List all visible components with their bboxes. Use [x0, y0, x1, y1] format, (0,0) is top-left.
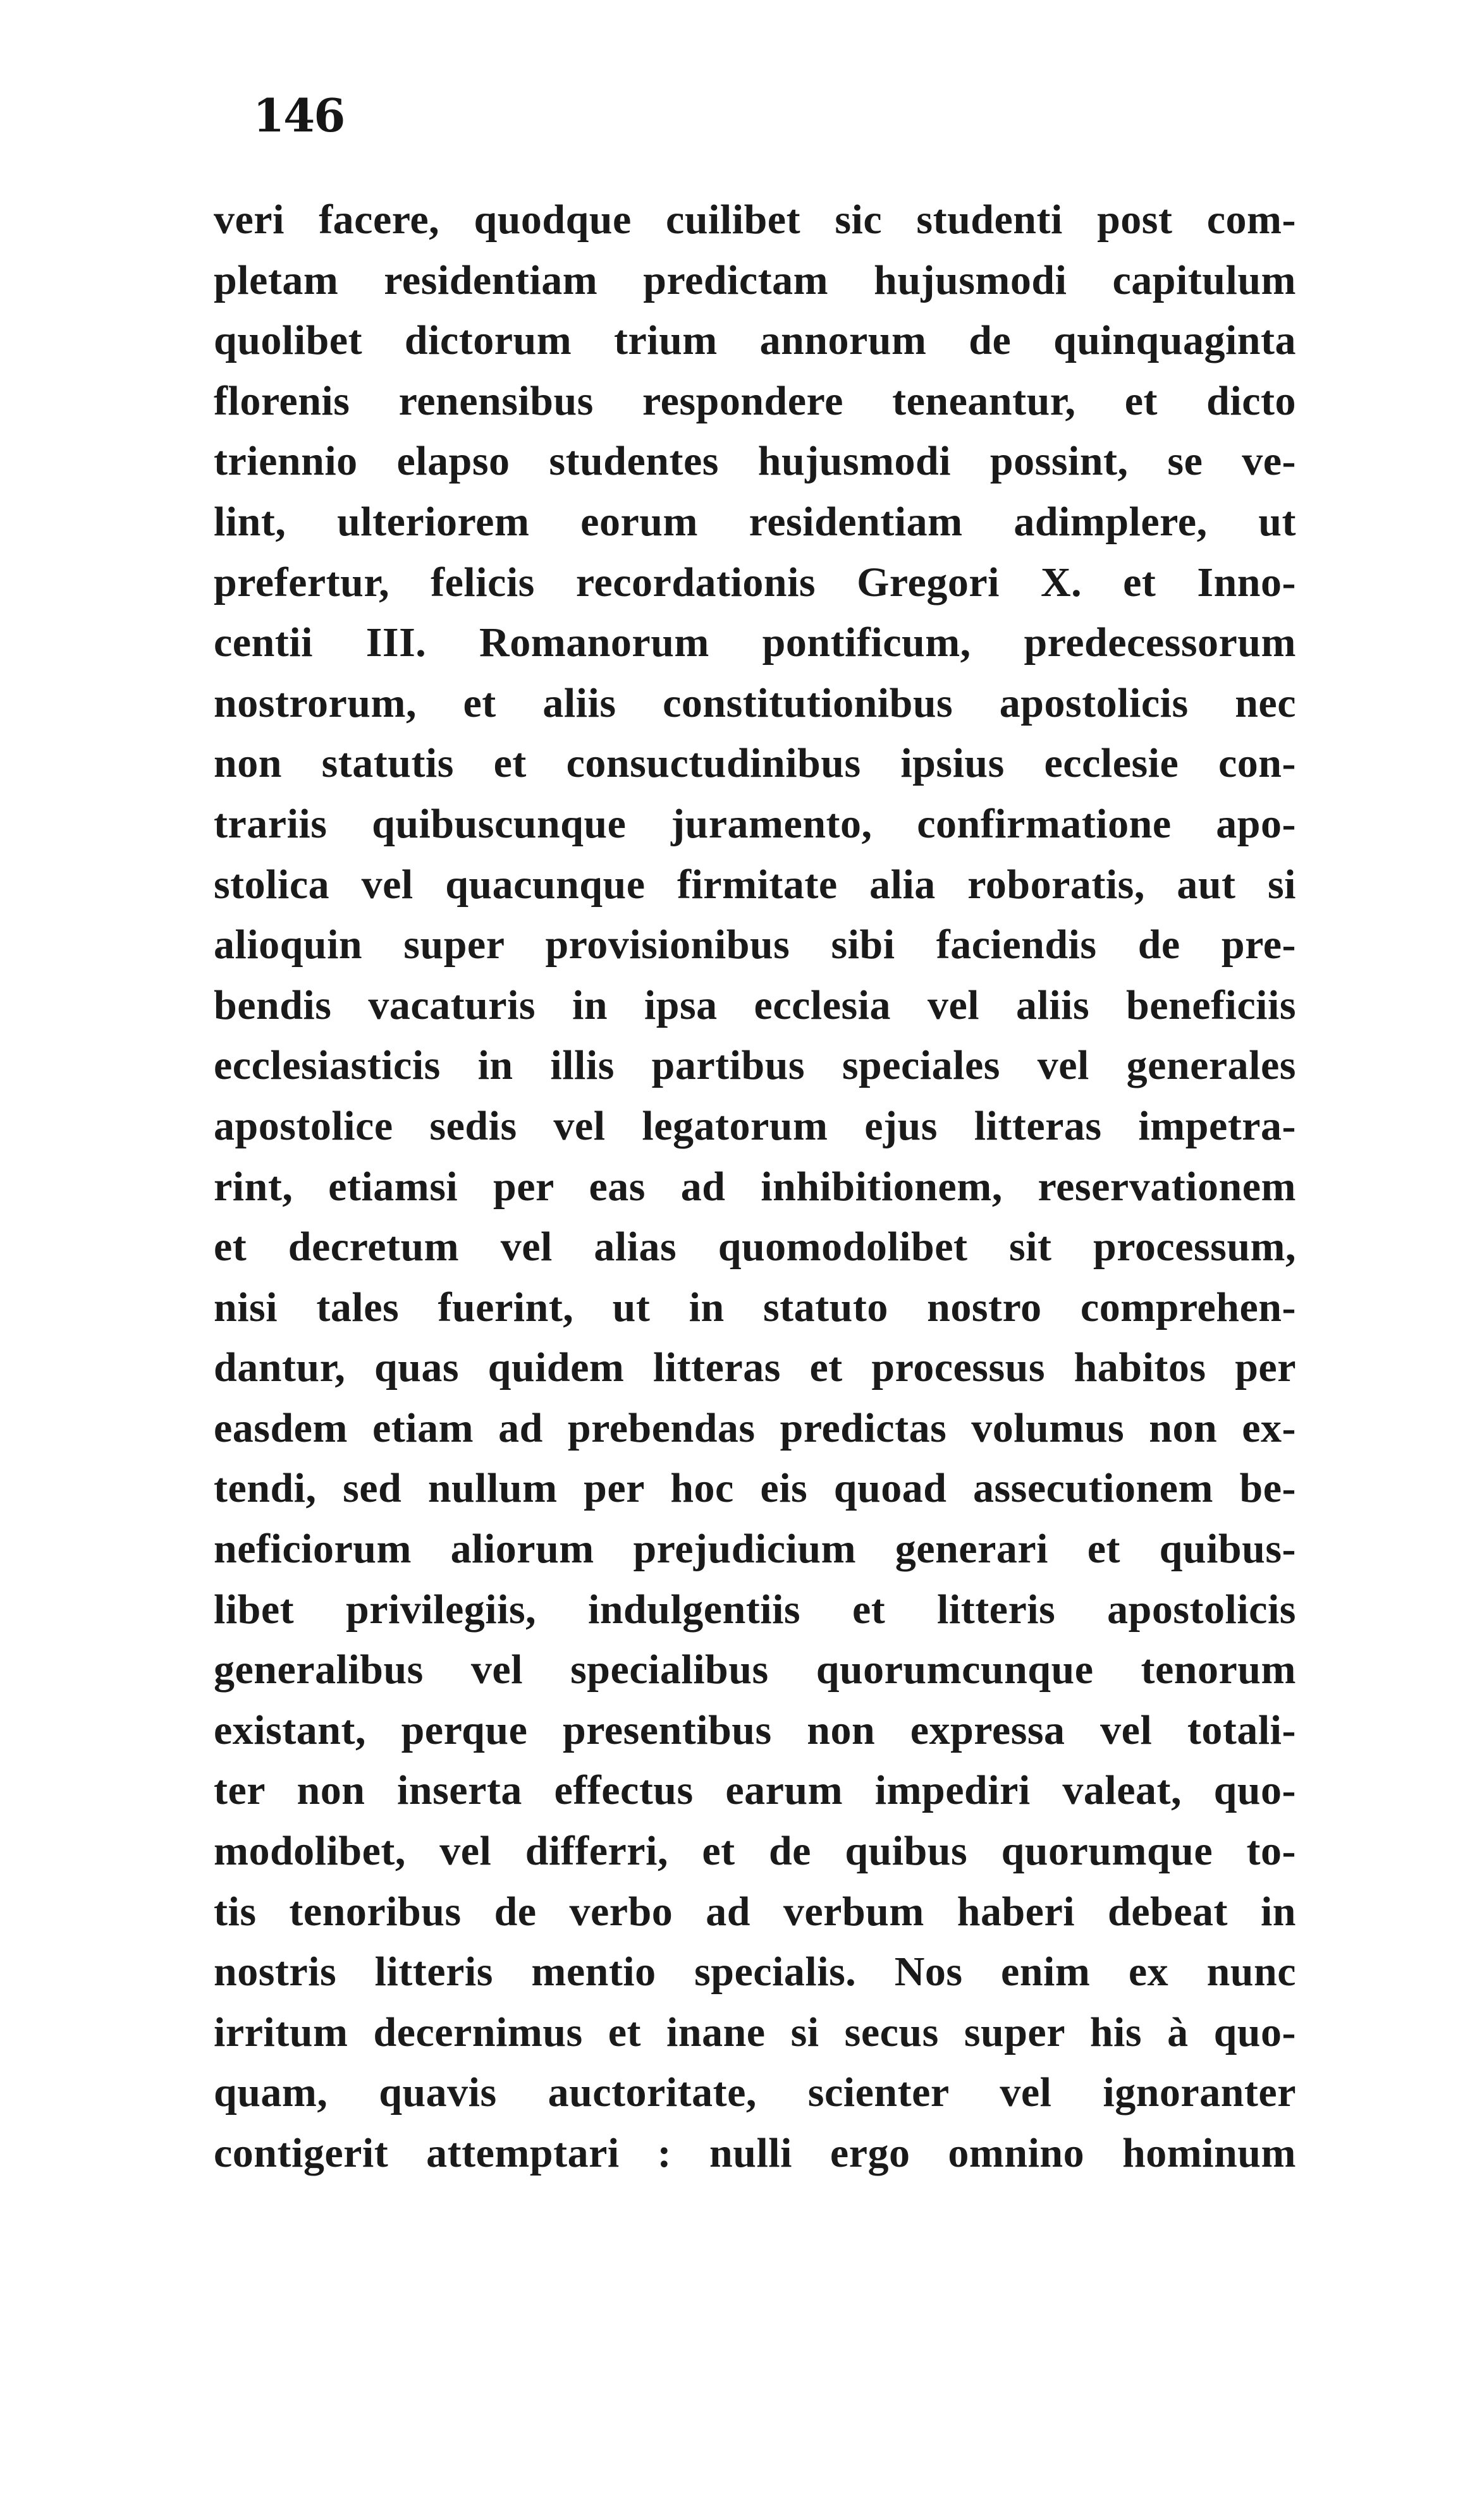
text-line: bendis vacaturis in ipsa ecclesia vel aliis beneficiis — [214, 982, 1296, 1028]
text-line: easdem etiam ad prebendas predictas volumus non ex- — [214, 1404, 1296, 1451]
text-line: generalibus vel specialibus quorumcunque tenorum — [214, 1647, 1296, 1693]
text-line: dantur, quas quidem litteras et processus habitos per — [214, 1344, 1296, 1391]
page-number: 146 — [253, 88, 345, 142]
text-line: libet privilegiis, indulgentiis et litteris apostolicis — [214, 1586, 1296, 1633]
text-line: florenis renensibus respondere teneantur, et dicto — [214, 377, 1296, 424]
text-line: veri facere, quodque cuilibet sic studenti post com- — [214, 197, 1296, 243]
text-line: nisi tales fuerint, ut in statuto nostro comprehen- — [214, 1284, 1296, 1330]
text-line: alioquin super provisionibus sibi faciendis de pre- — [214, 922, 1296, 968]
text-line: non statutis et consuctudinibus ipsius ecclesie con- — [214, 740, 1296, 787]
body-text — [214, 190, 1296, 2184]
text-line: pletam residentiam predictam hujusmodi capitulum — [214, 257, 1296, 303]
text-line: stolica vel quacunque firmitate alia roboratis, aut si — [214, 861, 1296, 908]
text-line: et decretum vel alias quomodolibet sit processum, — [214, 1224, 1296, 1270]
text-line: quolibet dictorum trium annorum de quinquaginta — [214, 317, 1296, 364]
text-line: triennio elapso studentes hujusmodi possint, se ve- — [214, 438, 1296, 485]
text-line: apostolice sedis vel legatorum ejus litteras impetra- — [214, 1102, 1296, 1149]
text-line: ecclesiasticis in illis partibus speciales vel generales — [214, 1042, 1296, 1089]
text-line: existant, perque presentibus non expressa vel totali- — [214, 1707, 1296, 1753]
text-line: modolibet, vel differri, et de quibus quorumque to- — [214, 1828, 1296, 1875]
text-line: centii III. Romanorum pontificum, predecessorum — [214, 619, 1296, 666]
text-line: rint, etiamsi per eas ad inhibitionem, reservationem — [214, 1163, 1296, 1210]
text-line: prefertur, felicis recordationis Gregori X. et Inno- — [214, 559, 1296, 606]
text-line: tendi, sed nullum per hoc eis quoad assecutionem be- — [214, 1465, 1296, 1512]
text-line: tis tenoribus de verbo ad verbum haberi debeat in — [214, 1888, 1296, 1935]
text-line: ter non inserta effectus earum impediri valeat, quo- — [214, 1767, 1296, 1814]
text-line: nostris litteris mentio specialis. Nos enim ex nunc — [214, 1949, 1296, 1995]
text-line: trariis quibuscunque juramento, confirmatione apo- — [214, 800, 1296, 847]
text-line: irritum decernimus et inane si secus super his à quo- — [214, 2009, 1296, 2055]
text-line: neficiorum aliorum prejudicium generari et quibus- — [214, 1526, 1296, 1573]
text-line: nostrorum, et aliis constitutionibus apostolicis nec — [214, 679, 1296, 726]
text-line: contigerit attemptari : nulli ergo omnino hominum — [214, 2130, 1296, 2176]
text-line: lint, ulteriorem eorum residentiam adimplere, ut — [214, 498, 1296, 545]
text-line: quam, quavis auctoritate, scienter vel ignoranter — [214, 2069, 1296, 2116]
